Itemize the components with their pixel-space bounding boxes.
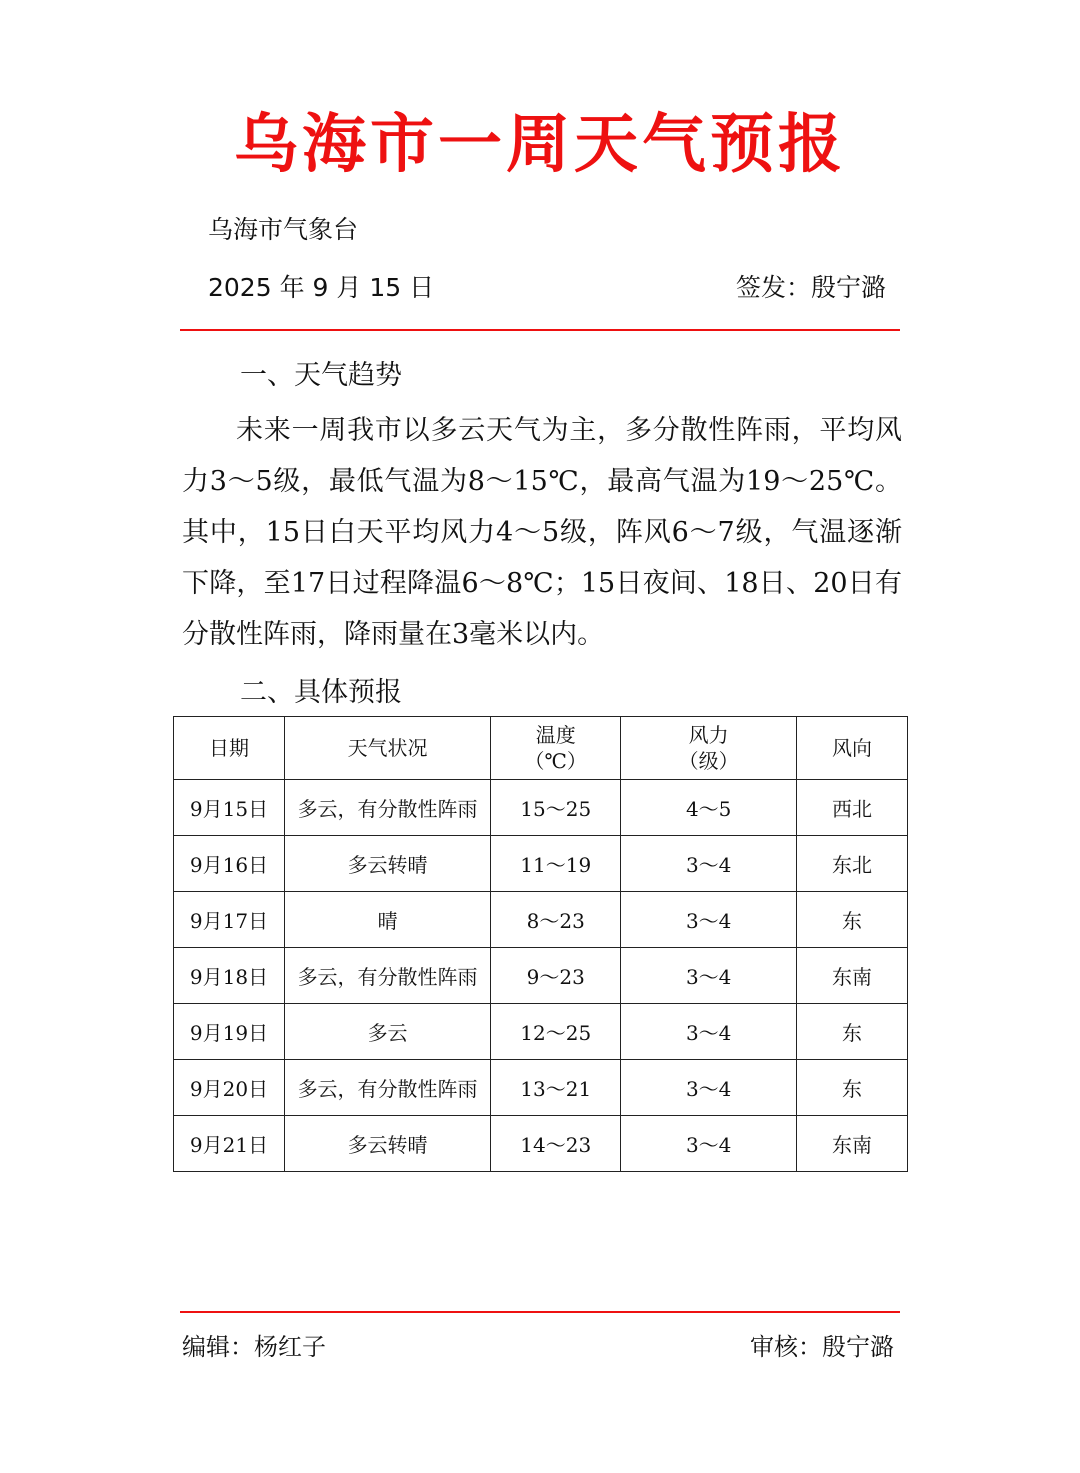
table-row [174,1004,908,1060]
issuer-name: 乌海市气象台 [208,215,359,244]
cell-temperature: 15～25 [491,780,621,836]
trend-paragraph: 未来一周我市以多云天气为主，多分散性阵雨，平均风力3～5级，最低气温为8～15℃，最高气温为19～25℃。其中，15日白天平均风力4～5级，阵风6～7级，气温逐渐下降，至17日过程降温6～8℃；15日夜间、18日、20日有分散性阵雨，降雨量在3毫米以内。 [182,415,902,650]
cell-temperature: 11～19 [491,836,621,892]
cell-condition: 晴 [285,892,491,948]
cell-date: 9月16日 [174,836,285,892]
cell-wind-force: 3～4 [621,1004,797,1060]
table-row [174,780,908,836]
cell-wind-direction: 东 [797,1060,908,1116]
cell-date: 9月20日 [174,1060,285,1116]
cell-wind-direction: 东北 [797,836,908,892]
cell-wind-direction: 西北 [797,780,908,836]
page-title: 乌海市一周天气预报 [234,108,846,182]
cell-temperature: 8～23 [491,892,621,948]
cell-temperature: 14～23 [491,1116,621,1172]
cell-wind-force: 3～4 [621,948,797,1004]
footer-divider [180,1311,900,1313]
table-row [174,892,908,948]
cell-wind-force: 3～4 [621,836,797,892]
trend-heading: 一、天气趋势 [240,360,402,391]
cell-wind-force: 3～4 [621,1060,797,1116]
header-date: 日期 [174,717,285,780]
detail-heading: 二、具体预报 [240,677,402,708]
cell-wind-direction: 东 [797,1004,908,1060]
cell-condition: 多云转晴 [285,1116,491,1172]
table-header-row [174,717,908,780]
header-temperature [491,717,621,780]
cell-wind-direction: 东南 [797,948,908,1004]
forecast-table [173,716,908,1172]
table-row [174,948,908,1004]
header-wind-force [621,717,797,780]
header-temperature-unit: （℃） [524,749,587,773]
table-row [174,1060,908,1116]
cell-condition: 多云，有分散性阵雨 [285,1060,491,1116]
cell-date: 9月17日 [174,892,285,948]
header-divider [180,329,900,331]
issue-date: 2025 年 9 月 15 日 [208,273,435,302]
cell-temperature: 12～25 [491,1004,621,1060]
table-row [174,836,908,892]
signer: 签发：殷宁潞 [735,273,886,302]
header-wind-force-unit: （级） [678,749,739,773]
cell-condition: 多云 [285,1004,491,1060]
cell-condition: 多云，有分散性阵雨 [285,780,491,836]
cell-temperature: 13～21 [491,1060,621,1116]
cell-wind-force: 3～4 [621,892,797,948]
cell-wind-direction: 东南 [797,1116,908,1172]
cell-date: 9月21日 [174,1116,285,1172]
footer-editor: 编辑：杨红子 [182,1333,326,1361]
cell-temperature: 9～23 [491,948,621,1004]
cell-date: 9月18日 [174,948,285,1004]
header-wind-direction: 风向 [797,717,908,780]
cell-condition: 多云，有分散性阵雨 [285,948,491,1004]
cell-condition: 多云转晴 [285,836,491,892]
table-row [174,1116,908,1172]
cell-date: 9月15日 [174,780,285,836]
header-condition: 天气状况 [285,717,491,780]
cell-date: 9月19日 [174,1004,285,1060]
cell-wind-force: 4～5 [621,780,797,836]
cell-wind-force: 3～4 [621,1116,797,1172]
header-wind-force-label: 风力 [688,723,729,747]
cell-wind-direction: 东 [797,892,908,948]
footer-reviewer: 审核：殷宁潞 [750,1333,894,1361]
header-temperature-label: 温度 [535,723,576,747]
